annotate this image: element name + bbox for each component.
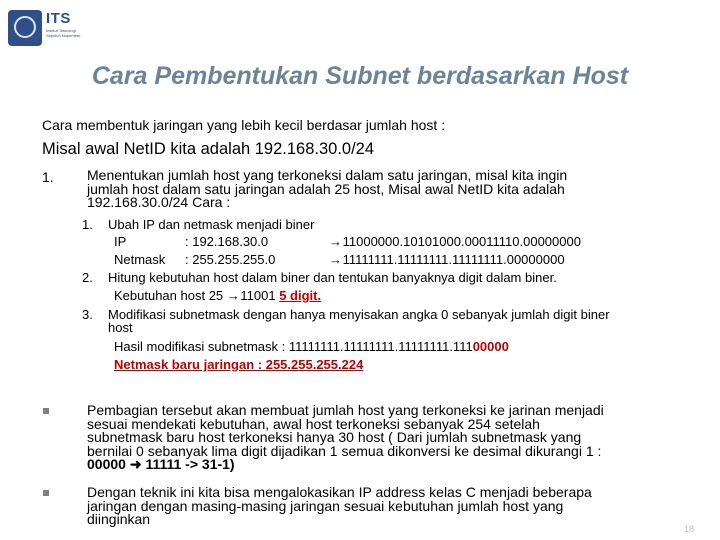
bullet-marker-icon xyxy=(43,490,49,496)
sub1-text: Ubah IP dan netmask menjadi biner xyxy=(108,217,315,232)
host-need-binary: 11001 xyxy=(240,288,276,303)
item1-number: 1. xyxy=(42,169,54,185)
item1-line: jumlah host dalam satu jaringan adalah 25 host, Misal awal NetID kita adalah xyxy=(87,180,565,197)
its-emblem-icon xyxy=(8,10,42,46)
its-logo xyxy=(8,10,88,50)
logo-subtitle: Institut Teknologi Sepuluh Nopember xyxy=(46,28,81,38)
bullet2-line: jaringan dengan masing-masing jaringan sesuai kebutuhan jumlah host yang xyxy=(87,497,564,514)
bullet-marker-icon xyxy=(43,408,49,414)
netmask-binary-row xyxy=(329,253,565,266)
bullet2-text xyxy=(87,486,592,527)
sub1-number: 1. xyxy=(82,217,93,232)
bullet1-line: sesuai mendekati kebutuhan, awal host terkoneksi sebanyak 254 setelah xyxy=(87,415,540,432)
bullet1-conversion xyxy=(87,458,604,472)
conversion-to: 11111 -> 31-1) xyxy=(145,456,235,472)
ip-binary-row xyxy=(329,235,581,248)
modified-subnetmask xyxy=(114,340,509,353)
bullet2-line: Dengan teknik ini kita bisa mengalokasikan IP address kelas C menjadi beberapa xyxy=(87,484,592,500)
bullet1-text xyxy=(87,404,604,472)
netmask-binary: 11111111.11111111.11111111.00000000 xyxy=(342,252,565,267)
bullet1-line: subnetmask baru host terkoneksi hanya 30 host ( Dari jumlah subnetmask yang xyxy=(87,429,582,445)
bullet2-line: diinginkan xyxy=(87,511,151,527)
netmask-label: Netmask xyxy=(114,252,166,267)
page-number: 18 xyxy=(684,524,695,534)
arrow-right-icon: → xyxy=(329,252,342,267)
sub3-text xyxy=(108,308,610,334)
logo-name: ITS xyxy=(46,10,71,27)
host-need-row xyxy=(114,289,321,302)
ip-value: : 192.168.30.0 xyxy=(185,234,269,249)
item1-line: 192.168.30.0/24 Cara : xyxy=(87,194,231,210)
host-need-prefix: Kebutuhan host 25 xyxy=(114,288,224,303)
bullet1-line: Pembagian tersebut akan membuat jumlah host yang terkoneksi ke jarinan menjadi xyxy=(87,402,604,418)
sub2-text: Hitung kebutuhan host dalam biner dan tentukan banyaknya digit dalam biner. xyxy=(108,270,557,285)
item1-line: Menentukan jumlah host yang terkoneksi dalam satu jaringan, misal kita ingin xyxy=(87,167,568,183)
host-need-digits: 5 digit. xyxy=(279,288,322,303)
ip-label: IP xyxy=(114,234,127,249)
example-text: Misal awal NetID kita adalah 192.168.30.0/24 xyxy=(42,140,375,158)
modified-subnetmask-zeros: 00000 xyxy=(472,339,509,354)
new-netmask: Netmask baru jaringan : 255.255.255.224 xyxy=(114,357,364,372)
conversion-from: 00000 xyxy=(87,456,126,472)
arrow-right-icon: → xyxy=(226,288,240,303)
bold-arrow-icon: ➜ xyxy=(129,456,142,472)
sub2-number: 2. xyxy=(82,270,93,285)
sub3-line: Modifikasi subnetmask dengan hanya menyisakan angka 0 sebanyak jumlah digit biner xyxy=(108,307,610,322)
intro-text: Cara membentuk jaringan yang lebih kecil berdasar jumlah host : xyxy=(42,117,446,133)
sub3-line: host xyxy=(108,320,133,335)
sub3-number: 3. xyxy=(82,307,93,322)
modified-subnetmask-prefix: Hasil modifikasi subnetmask : 11111111.11111111.11111111.111 xyxy=(114,339,473,354)
netmask-value: : 255.255.255.0 xyxy=(185,252,276,267)
item1-text xyxy=(87,169,567,210)
slide-title: Cara Pembentukan Subnet berdasarkan Host xyxy=(91,62,629,90)
arrow-right-icon: → xyxy=(329,234,342,249)
bullet1-line: bernilai 0 sebanyak lima digit dijadikan 1 semua dikonversi ke desimal dikurangi 1 : xyxy=(87,442,602,459)
ip-binary: 11000000.10101000.00011110.00000000 xyxy=(342,234,581,249)
